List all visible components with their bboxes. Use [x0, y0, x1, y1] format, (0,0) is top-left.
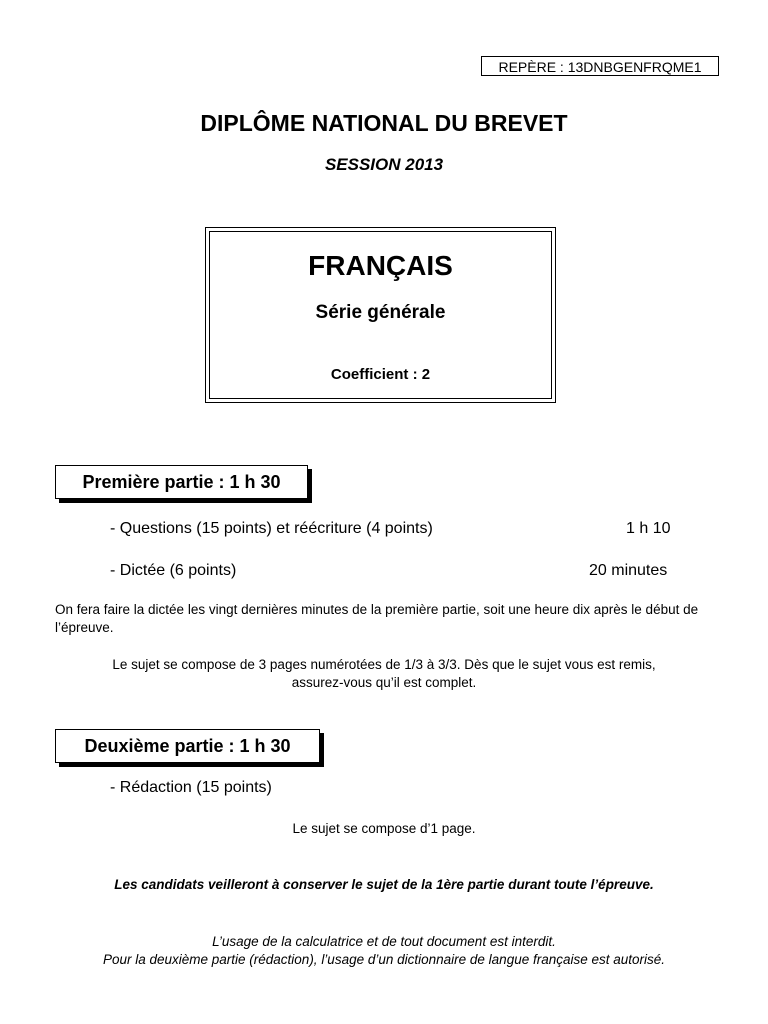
part1-item-dictee: - Dictée (6 points)	[110, 562, 237, 579]
exam-title: DIPLÔME NATIONAL DU BREVET	[200, 110, 568, 136]
exam-session: SESSION 2013	[324, 155, 444, 174]
subject-serie: Série générale	[315, 302, 446, 323]
warning-note: Les candidats veilleront à conserver le sujet de la 1ère partie durant toute l’épreuve.	[114, 877, 654, 892]
part1-pages-line2: assurez-vous qu’il est complet.	[291, 675, 477, 690]
footer-line2: Pour la deuxième partie (rédaction), l’usage d’un dictionnaire de langue française est autorisé.	[102, 952, 666, 967]
subject-name: FRANÇAIS	[308, 250, 453, 281]
part1-heading: Première partie : 1 h 30	[55, 465, 308, 499]
part2-item-redaction: - Rédaction (15 points)	[110, 779, 272, 796]
footer-line1: L’usage de la calculatrice et de tout document est interdit.	[212, 934, 556, 949]
part1-note: On fera faire la dictée les vingt dernières minutes de la première partie, soit une heure dix après le début de l’épreuve.	[55, 602, 699, 635]
part1-item-questions: - Questions (15 points) et réécriture (4 points)	[110, 520, 433, 537]
part1-pages-line1: Le sujet se compose de 3 pages numérotées de 1/3 à 3/3. Dès que le sujet vous est remis,	[112, 657, 656, 672]
part2-heading: Deuxième partie : 1 h 30	[55, 729, 320, 763]
subject-coefficient: Coefficient : 2	[330, 366, 431, 383]
repere-code: REPÈRE : 13DNBGENFRQME1	[481, 56, 719, 76]
part1-item-dictee-duration: 20 minutes	[589, 562, 668, 579]
part2-pages: Le sujet se compose d’1 page.	[292, 821, 476, 836]
part1-item-questions-duration: 1 h 10	[626, 520, 671, 537]
